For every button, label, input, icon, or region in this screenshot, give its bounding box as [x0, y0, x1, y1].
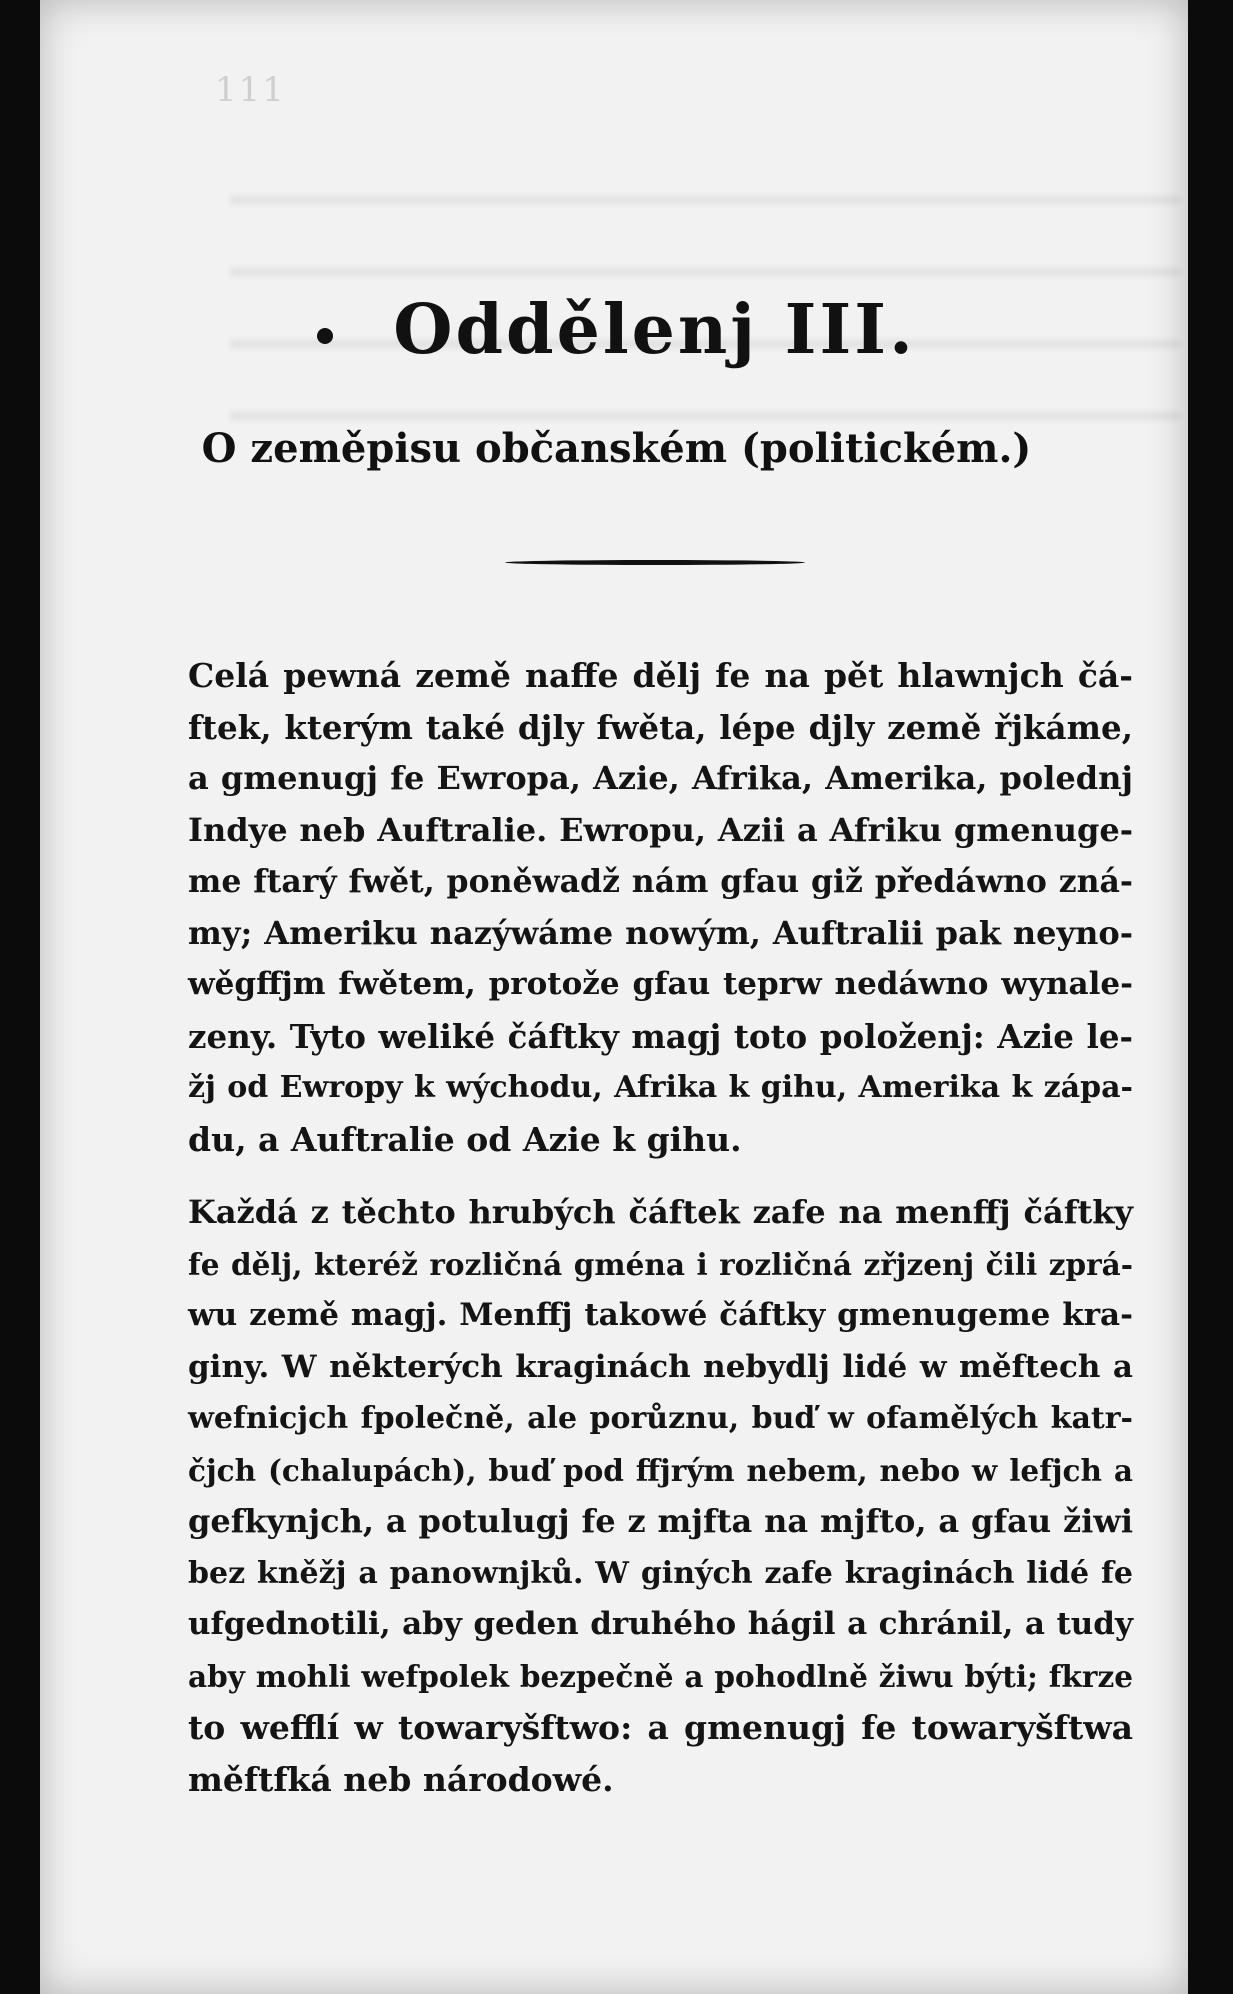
text-line: Celá pewná země naffe dělj fe na pět hlawnjch čá-	[188, 656, 1133, 695]
text-line: ufgednotili, aby geden druhého hágil a chránil, a tudy	[188, 1606, 1133, 1642]
text-line: du, a Auftralie od Azie k gihu.	[188, 1119, 742, 1159]
text-line: fe dělj, kteréž rozličná gména i rozličná zřjzenj čili zprá-	[188, 1246, 1133, 1282]
text-line: me ftarý fwět, poněwadž nám gfau giž předáwno zná-	[188, 863, 1133, 900]
text-line: ftek, kterým také djly fwěta, lépe djly země řjkáme,	[188, 707, 1133, 747]
text-line: bez kněžj a panownjků. W giných zafe kraginách lidé fe	[188, 1555, 1133, 1591]
text-line: aby mohli wefpolek bezpečně a pohodlně žiwu býti; fkrze	[188, 1658, 1133, 1694]
text-line: žj od Ewropy k wýchodu, Afrika k gihu, Amerika k zápa-	[188, 1070, 1133, 1105]
body-text	[188, 650, 1133, 1805]
paragraph-2	[188, 1187, 1133, 1805]
text-line: giny. W některých kraginách nebydlj lidé w měftech a	[188, 1348, 1133, 1385]
section-heading	[0, 290, 1233, 370]
text-line: Každá z těchto hrubých čáftek zafe na menffj čáftky	[188, 1193, 1133, 1231]
text-line: wu země magj. Menffj takowé čáftky gmenugeme kra-	[188, 1297, 1133, 1333]
text-line: Indye neb Auftralie. Ewropu, Azii a Afriku gmenuge-	[188, 810, 1133, 849]
text-line: čjch (chalupách), buď pod ffjrým nebem, nebo w lefjch a	[188, 1452, 1133, 1488]
text-line: a gmenugj fe Ewropa, Azie, Afrika, Amerika, polednj	[188, 759, 1133, 797]
text-line: gefkynjch, a potulugj fe z mjfta na mjfto, a gfau žiwi	[188, 1502, 1133, 1540]
text-line: to wefflí w towaryšftwo: a gmenugj fe towaryšftwa	[188, 1708, 1133, 1747]
text-line: měftfká neb národowé.	[188, 1759, 614, 1799]
section-subtitle: O zeměpisu občanském (politickém.)	[201, 425, 1032, 472]
paragraph-1	[188, 650, 1133, 1165]
section-title: Oddělenj III.	[393, 290, 916, 370]
text-line: zeny. Tyto weliké čáftky magj toto položenj: Azie le-	[188, 1016, 1133, 1056]
bullet-mark	[317, 328, 333, 344]
page-number: 111	[215, 70, 286, 110]
text-line: wěgffjm fwětem, protože gfau teprw nedáwno wynale-	[188, 966, 1133, 1002]
text-line: wefnicjch fpolečně, ale porůznu, buď w ofamělých katr-	[188, 1401, 1133, 1436]
decorative-rule	[505, 560, 805, 565]
text-line: my; Ameriku nazýwáme nowým, Auftralii pak neyno-	[188, 913, 1133, 952]
